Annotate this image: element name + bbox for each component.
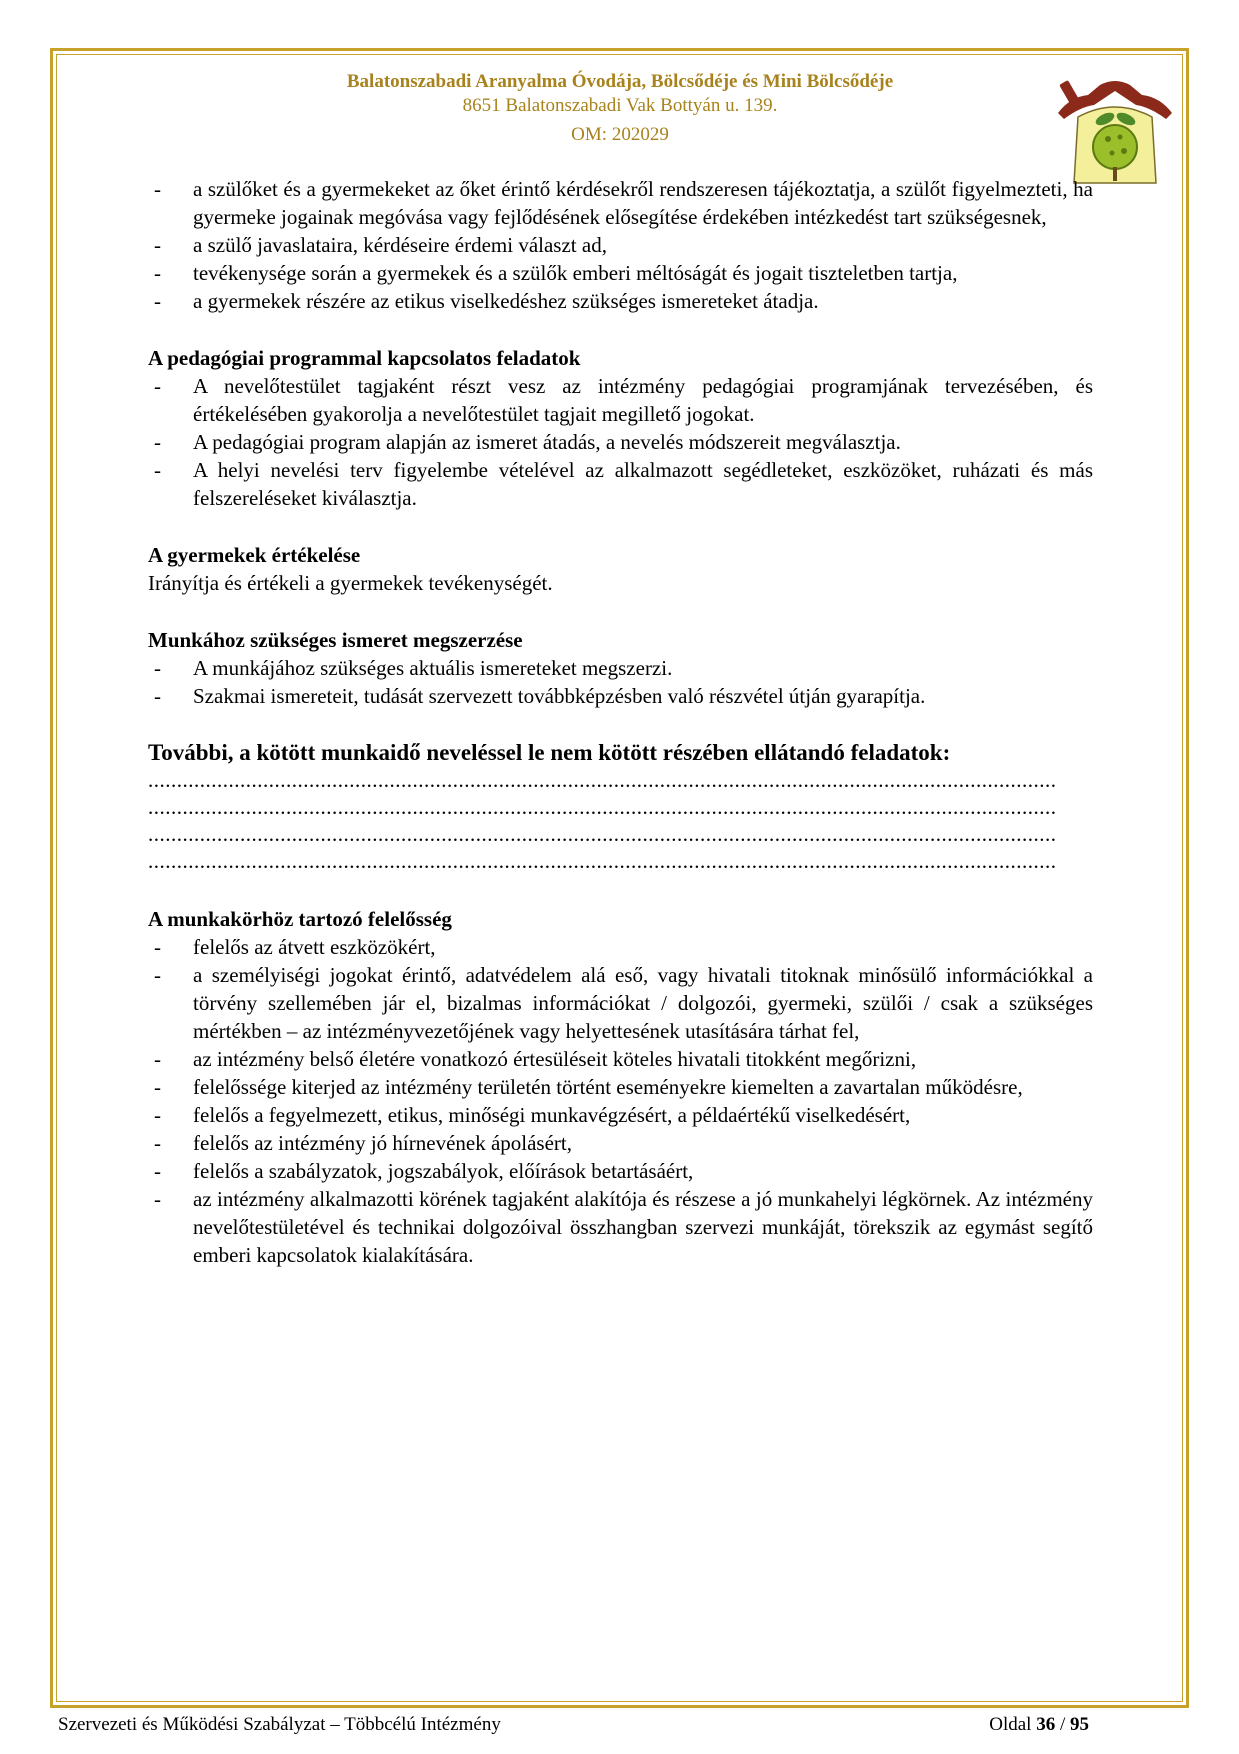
list-item: - felelős a szabályzatok, jogszabályok, előírások betartásáért, [148,1157,1093,1185]
blank-fill-line: .............................................................................................................................................................. [148,822,1057,846]
list-item: - A helyi nevelési terv figyelembe vételével az alkalmazott segédleteket, eszközöket, ruházati és más felszereléseket kiválasztja. [148,456,1093,512]
list-item: - A munkájához szükséges aktuális ismereteket megszerzi. [148,654,1093,682]
blank-fill-line: .............................................................................................................................................................. [148,795,1057,819]
list-item: - a szülő javaslataira, kérdéseire érdemi választ ad, [148,231,1093,259]
list-item: - A nevelőtestület tagjaként részt vesz az intézmény pedagógiai programjának tervezésében, és értékelésében gyakorolja a nevelőtestület tagjait megillető jogokat. [148,372,1093,428]
list-item: - az intézmény belső életére vonatkozó értesüléseit köteles hivatali titokként megőrizni, [148,1045,1093,1073]
list-item: - felelős az intézmény jó hírnevének ápolásért, [148,1129,1093,1157]
intro-list [148,175,1093,315]
section-title-pedagogical: A pedagógiai programmal kapcsolatos feladatok [148,346,581,370]
list-item: - A pedagógiai program alapján az ismeret átadás, a nevelés módszereit megválasztja. [148,428,1093,456]
responsibility-list [148,933,1093,1269]
list-item: - az intézmény alkalmazotti körének tagjaként alakítója és részese a jó munkahelyi légkörnek. Az intézmény nevelőtestületével és technikai dolgozóival összhangban szervezi munkáját, törekszik az egymást segítő emberi kapcsolatok kialakítására. [148,1185,1093,1269]
knowledge-list [148,654,1093,710]
institution-name: Balatonszabadi Aranyalma Óvodája, Bölcsődéje és Mini Bölcsődéje [346,71,894,92]
list-item: - felelős a fegyelmezett, etikus, minőségi munkavégzésért, a példaértékű viselkedésért, [148,1101,1093,1129]
page-footer [58,1714,1089,1736]
list-item: - a személyiségi jogokat érintő, adatvédelem alá eső, vagy hivatali titoknak minősülő információkkal a törvény szellemében jár el, bizalmas információkat / dolgozói, gyermeki, szülői / csak a szükséges mértékben – az intézményvezetőjének vagy helyettesének utasítására tárhat fel, [148,961,1093,1045]
page-current: 36 [1036,1714,1056,1735]
section-title-evaluation: A gyermekek értékelése [148,543,361,567]
page-total: 95 [1070,1714,1089,1735]
section-title-further-tasks: További, a kötött munkaidő neveléssel le nem kötött részében ellátandó feladatok: [148,740,951,765]
page-header [200,70,1040,147]
list-item: - a szülőket és a gyermekeket az őket érintő kérdésekről rendszeresen tájékoztatja, a szülőt figyelmezteti, ha gyermeke jogainak megóvása vagy fejlődésének elősegítése érdekében intézkedést tart szükségesnek, [148,175,1093,231]
list-item: - felelőssége kiterjed az intézmény területén történt eseményekre kiemelten a zavartalan működésre, [148,1073,1093,1101]
list-item: - a gyermekek részére az etikus viselkedéshez szükséges ismereteket átadja. [148,287,1093,315]
page-body [148,175,1093,1269]
list-item: - Szakmai ismereteit, tudását szervezett továbbképzésben való részvétel útján gyarapítja. [148,682,1093,710]
section-title-responsibility: A munkakörhöz tartozó felelősség [148,907,452,931]
footer-document-title: Szervezeti és Működési Szabályzat – Többcélú Intézmény [58,1714,501,1735]
evaluation-text: Irányítja és értékeli a gyermekek tevékenységét. [148,571,553,595]
blank-fill-line: .............................................................................................................................................................. [148,768,1057,792]
list-item: - felelős az átvett eszközökért, [148,933,1093,961]
page-number [989,1714,1089,1736]
om-identifier: OM: 202029 [571,124,669,145]
section-title-knowledge: Munkához szükséges ismeret megszerzése [148,628,523,652]
pedagogical-list [148,372,1093,512]
list-item: - tevékenysége során a gyermekek és a szülők emberi méltóságát és jogait tiszteletben tartja, [148,259,1093,287]
page-label: Oldal [989,1714,1032,1735]
page-separator: / [1059,1714,1066,1735]
blank-fill-line: .............................................................................................................................................................. [148,849,1057,873]
institution-address: 8651 Balatonszabadi Vak Bottyán u. 139. [462,95,778,116]
